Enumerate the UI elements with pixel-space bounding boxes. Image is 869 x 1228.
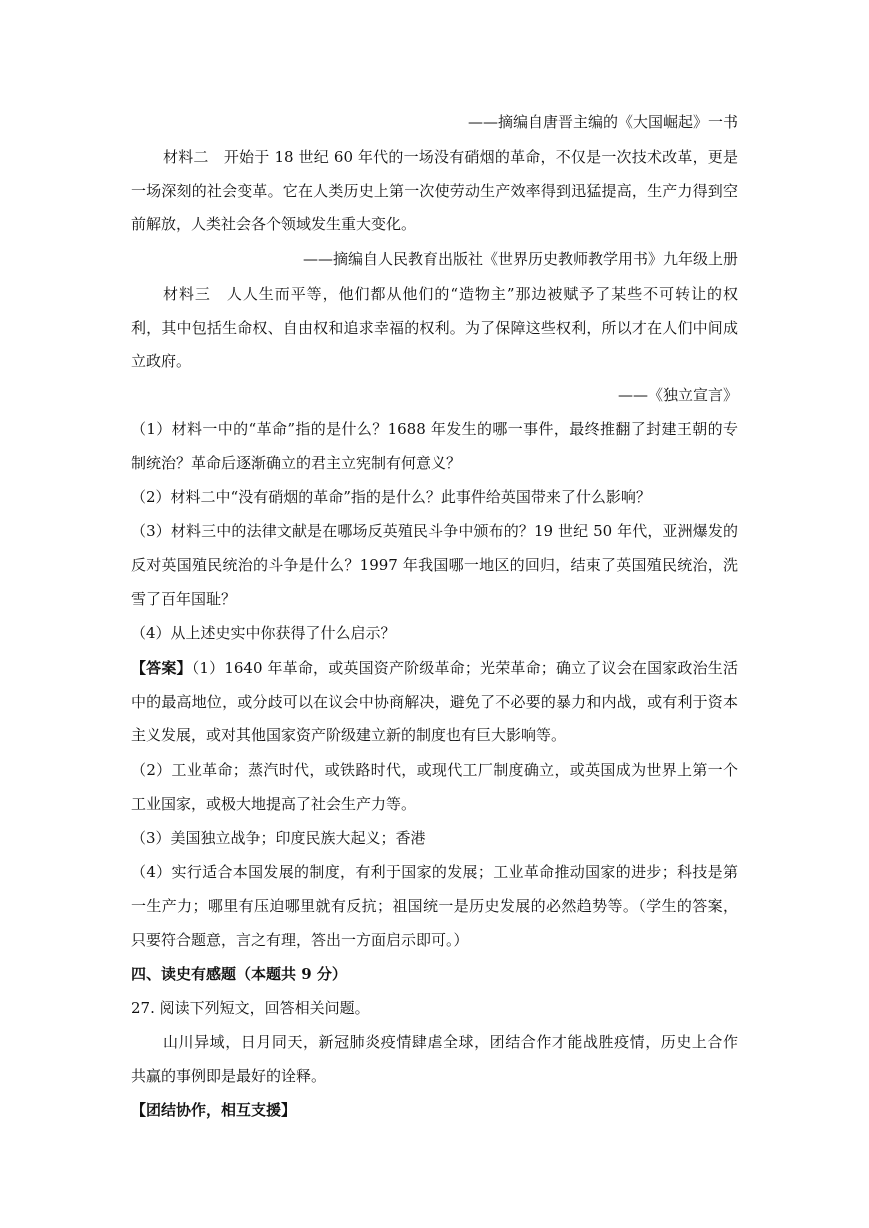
question-3-line-1: （3）材料三中的法律文献是在哪场反英殖民斗争中颁布的？19 世纪 50 年代，亚洲爆发的	[131, 522, 738, 540]
material-3-line-1: 材料三 人人生而平等，他们都从他们的“造物主”那边被赋予了某些不可转让的权	[163, 285, 738, 303]
answer-3: （3）美国独立战争；印度民族大起义；香港	[131, 829, 426, 847]
answer-line-3: 主义发展，或对其他国家资产阶级建立新的制度也有巨大影响等。	[131, 726, 567, 744]
answer-4-line-2: 一生产力；哪里有压迫哪里就有反抗；祖国统一是历史发展的必然趋势等。（学生的答案，	[131, 897, 738, 915]
material-2-line-3: 前解放，人类社会各个领域发生重大变化。	[131, 215, 417, 233]
answer-2-line-1: （2）工业革命；蒸汽时代，或铁路时代，或现代工厂制度确立，或英国成为世界上第一个	[131, 761, 738, 779]
source-citation-2: ——摘编自人民教育出版社《世界历史教师教学用书》九年级上册	[302, 250, 738, 268]
answer-line-1	[131, 658, 738, 678]
answer-4-line-3: 只要符合题意，言之有理，答出一方面启示即可。）	[131, 931, 469, 949]
question-2: （2）材料二中“没有硝烟的革命”指的是什么？此事件给英国带来了什么影响？	[131, 488, 651, 506]
question-4: （4）从上述史实中你获得了什么启示？	[131, 624, 396, 642]
source-citation-3: ——《独立宣言》	[617, 386, 738, 404]
passage-line-2: 共赢的事例即是最好的诠释。	[131, 1067, 327, 1085]
question-3-line-2: 反对英国殖民统治的斗争是什么？1997 年我国哪一地区的回归，结束了英国殖民统治，洗	[131, 556, 738, 574]
answer-2-line-2: 工业国家，或极大地提高了社会生产力等。	[131, 795, 417, 813]
material-2-line-1: 材料二 开始于 18 世纪 60 年代的一场没有硝烟的革命，不仅是一次技术改革，更是	[163, 148, 738, 166]
passage-line-1: 山川异域，日月同天，新冠肺炎疫情肆虐全球，团结合作才能战胜疫情，历史上合作	[163, 1033, 738, 1051]
answer-1-text: （1）1640 年革命，或英国资产阶级革命；光荣革命；确立了议会在国家政治生活	[191, 659, 738, 677]
material-3-line-2: 利，其中包括生命权、自由权和追求幸福的权利。为了保障这些权利，所以才在人们中间成	[131, 319, 738, 337]
section-heading: 四、读史有感题（本题共 9 分）	[131, 965, 347, 983]
material-2-line-2: 一场深刻的社会变革。它在人类历史上第一次使劳动生产效率得到迅猛提高，生产力得到空	[131, 182, 738, 200]
material-3-line-3: 立政府。	[131, 352, 192, 370]
question-27-prompt: 27. 阅读下列短文，回答相关问题。	[131, 999, 370, 1017]
subsection-heading: 【团结协作，相互支援】	[131, 1101, 297, 1119]
question-1-line-2: 制统治？革命后逐渐确立的君主立宪制有何意义？	[131, 454, 462, 472]
answer-label: 【答案】	[131, 659, 192, 677]
answer-line-2: 中的最高地位，或分歧可以在议会中协商解决，避免了不必要的暴力和内战，或有利于资本	[131, 693, 738, 711]
answer-4-line-1: （4）实行适合本国发展的制度，有利于国家的发展；工业革命推动国家的进步；科技是第	[131, 863, 738, 881]
question-3-line-3: 雪了百年国耻？	[131, 590, 237, 608]
question-1-line-1: （1）材料一中的“革命”指的是什么？1688 年发生的哪一事件，最终推翻了封建王朝的专	[131, 420, 738, 438]
source-citation-1: ——摘编自唐晋主编的《大国崛起》一书	[467, 113, 738, 131]
